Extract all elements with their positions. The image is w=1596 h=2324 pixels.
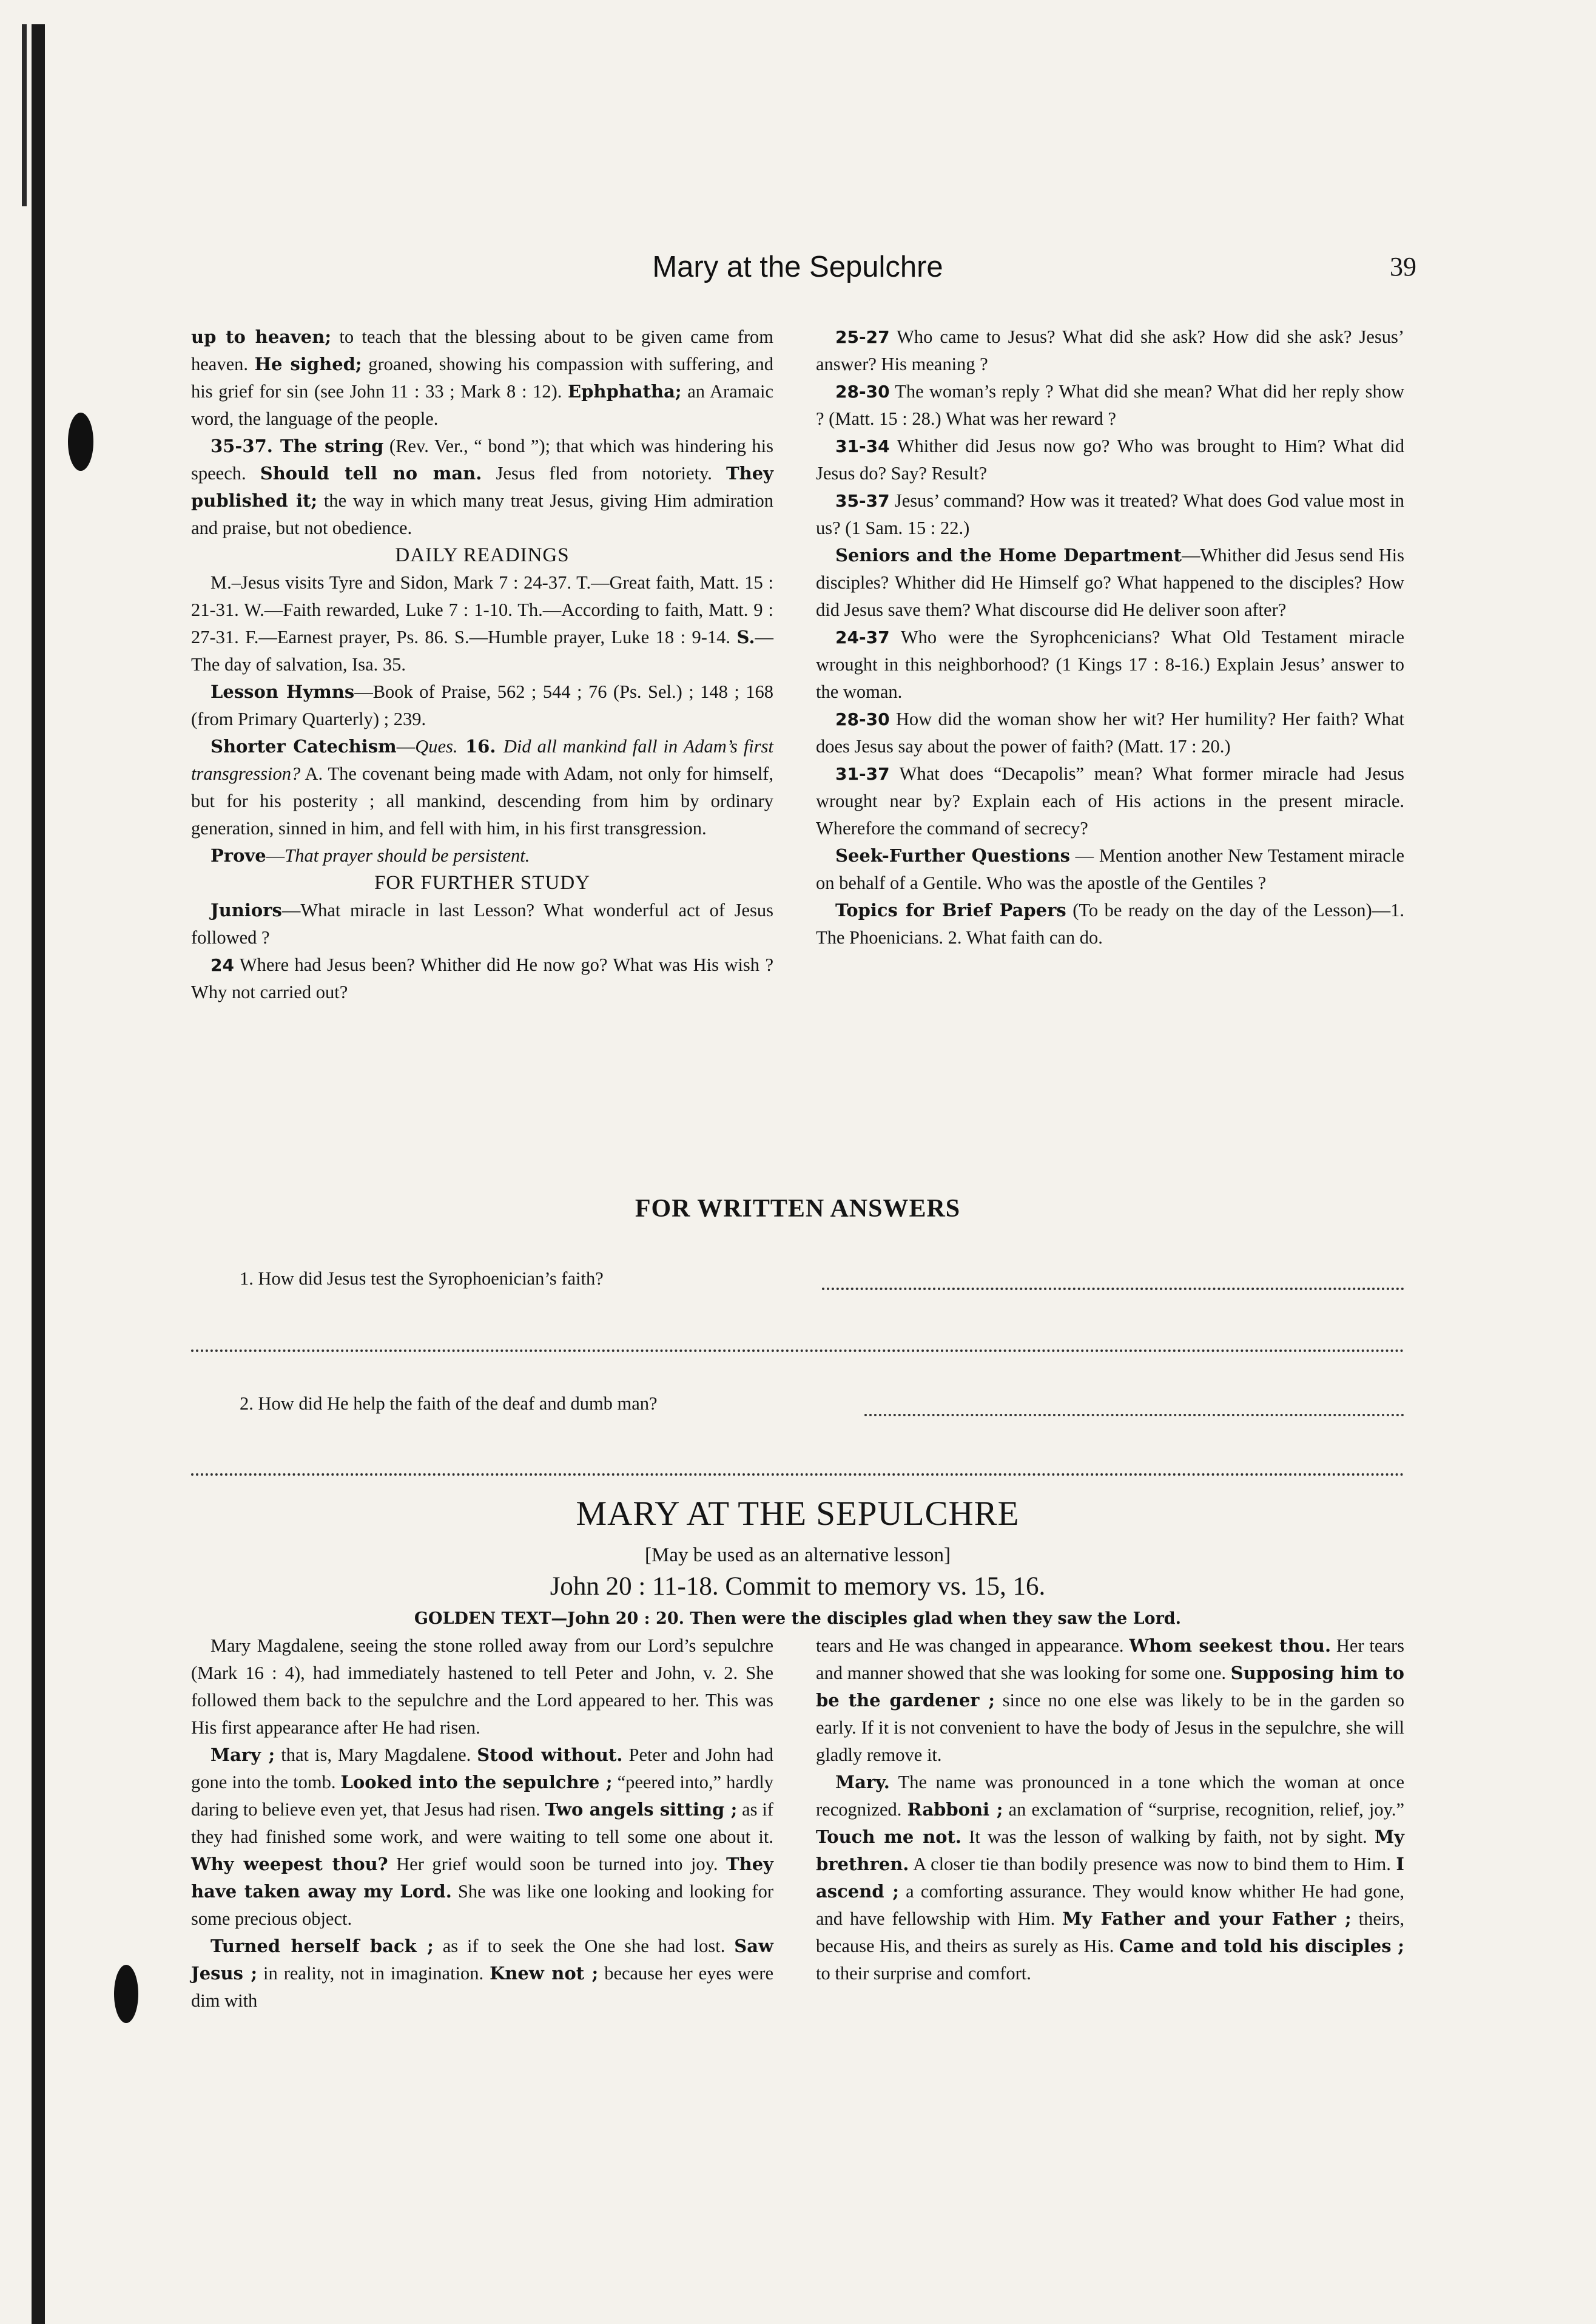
bold-term: Came and told his disciples ; — [1119, 1936, 1404, 1956]
written-question-1: 1. How did Jesus test the Syrophoenician’s faith? — [240, 1268, 604, 1289]
bold-term: Shorter Catechism — [210, 736, 397, 757]
shorter-catechism — [191, 733, 773, 842]
bold-term: S. — [736, 627, 755, 647]
paragraph — [191, 1632, 773, 1741]
bold-term: He sighed; — [254, 354, 362, 374]
text-run: since no one else was likely to be in the garden so early. If it is not convenient to have the body of Jesus in the sepulchre, she will gladly remove it. — [816, 1690, 1404, 1765]
golden-text: GOLDEN TEXT—John 20 : 20. Then were the disciples glad when they saw the Lord. — [414, 1609, 1182, 1628]
answer-line[interactable] — [191, 1349, 1404, 1352]
text-run: that is, Mary Magdalene. — [275, 1745, 477, 1765]
bold-term: Mary ; — [210, 1745, 275, 1765]
text-run: What does “Decapolis” mean? What former miracle had Jesus wrought near by? Explain each of His actions in the present miracle. Wherefore the command of secrecy? — [816, 763, 1404, 839]
bold-term: I ascend ; — [816, 1854, 1404, 1902]
text-run: —The day of salvation, Isa. 35. — [191, 627, 773, 675]
bottom-left-column — [191, 1632, 773, 2015]
text-run: to teach that the blessing about to be given came from heaven. — [191, 326, 774, 374]
daily-readings-heading: DAILY READINGS — [395, 544, 570, 566]
text-run: an exclamation of “surprise, recognition, relief, joy.” — [1003, 1799, 1405, 1820]
seniors-questions — [816, 542, 1404, 624]
question-paragraph — [816, 487, 1404, 542]
italic-text: Did all mankind fall in Adam’s first transgression? — [191, 736, 773, 784]
bold-term: up to heaven; — [191, 326, 332, 347]
text-run: (To be ready on the day of the Lesson)—1. The Phoenicians. 2. What faith can do. — [816, 900, 1404, 948]
bold-term: Should tell no man. — [260, 463, 482, 484]
verse-numbers: 28-30 — [835, 709, 890, 729]
bold-term: Two angels sitting ; — [545, 1799, 738, 1820]
paragraph — [191, 323, 773, 433]
text-run: —What miracle in last Lesson? What wonderful act of Jesus followed ? — [191, 900, 773, 948]
text-run: It was the lesson of walking by faith, not by sight. — [961, 1826, 1375, 1847]
text-run: A closer tie than bodily presence was now to bind them to Him. — [909, 1854, 1396, 1874]
verse-numbers: 24-37 — [835, 627, 890, 647]
punch-hole — [68, 413, 93, 471]
further-study-heading: FOR FURTHER STUDY — [374, 872, 591, 894]
bold-term: Prove — [210, 845, 266, 866]
text-run: Who came to Jesus? What did she ask? How did she ask? Jesus’ answer? His meaning ? — [816, 326, 1404, 374]
daily-readings — [191, 569, 773, 678]
bold-term: My Father and your Father ; — [1062, 1908, 1352, 1929]
bold-term: Rabboni ; — [907, 1799, 1003, 1820]
text-run: an Aramaic word, the language of the people. — [191, 381, 773, 429]
text-run: Who were the Syrophcenicians? What Old Testament miracle wrought in this neighborhood? (1 Kings 17 : 8-16.) Explain Jesus’ answer to the woman. — [816, 627, 1404, 702]
bold-term: Supposing him to be the gardener ; — [816, 1663, 1404, 1711]
page-number: 39 — [1390, 252, 1416, 282]
bold-term: Looked into the sepulchre ; — [340, 1772, 613, 1792]
text-run: Mary Magdalene, seeing the stone rolled away from our Lord’s sepulchre (Mark 16 : 4), had immediately hastened to tell Peter and John, v. 2. She followed them back to the sepulchre and the Lord appeared to her. This was His first appearance after He had risen. — [191, 1635, 773, 1738]
bold-term: They published it; — [191, 463, 773, 511]
text-run: “peered into,” hardly daring to believe even yet, that Jesus had risen. — [191, 1772, 773, 1820]
text-run: the way in which many treat Jesus, giving Him admiration and praise, but not obedience. — [191, 490, 773, 538]
text-run: groaned, showing his compassion with suffering, and his grief for sin (see John 11 : 33 ; Mark 8 : 12). — [191, 354, 773, 402]
text-run: — Mention another New Testament miracle on behalf of a Gentile. Who was the apostle of the Gentiles ? — [816, 845, 1404, 893]
question-paragraph — [816, 706, 1404, 760]
bold-term: Lesson Hymns — [210, 681, 355, 702]
answer-line[interactable] — [864, 1414, 1404, 1416]
question-paragraph — [816, 624, 1404, 706]
scripture-reference: John 20 : 11-18. Commit to memory vs. 15, 16. — [550, 1572, 1046, 1601]
text-run: How did the woman show her wit? Her humility? Her faith? What does Jesus say about the power of faith? (Matt. 17 : 20.) — [816, 709, 1404, 757]
bold-term: Why weepest thou? — [191, 1854, 388, 1874]
written-answers-heading: FOR WRITTEN ANSWERS — [635, 1195, 961, 1223]
bold-term: 35-37. The string — [210, 436, 384, 456]
italic-text: That prayer should be persistent. — [285, 845, 530, 866]
bold-term: 16. — [457, 736, 503, 757]
text-run: (Rev. Ver., “ bond ”); that which was hindering his speech. — [191, 436, 773, 484]
verse-numbers: 31-34 — [835, 436, 890, 456]
bold-term: Saw Jesus ; — [191, 1936, 773, 1984]
text-run: Jesus’ command? How was it treated? What does God value most in us? (1 Sam. 15 : 22.) — [816, 490, 1404, 538]
text-run: Whither did Jesus now go? Who was brought to Him? What did Jesus do? Say? Result? — [816, 436, 1404, 484]
text-run: Her grief would soon be turned into joy. — [388, 1854, 727, 1874]
lesson-hymns — [191, 678, 773, 733]
written-question-2: 2. How did He help the faith of the deaf and dumb man? — [240, 1393, 658, 1414]
text-run: Where had Jesus been? Whither did He now go? What was His wish ? Why not carried out? — [191, 954, 773, 1002]
page-binding-edge — [32, 24, 45, 2324]
text-run: —Book of Praise, 562 ; 544 ; 76 (Ps. Sel.) ; 148 ; 168 (from Primary Quarterly) ; 239. — [191, 681, 773, 729]
text-run: A. The covenant being made with Adam, not only for himself, but for his posterity ; all mankind, descending from him by ordinary generation, sinned in him, and fell with him, in his first transgression. — [191, 763, 773, 839]
text-run: She was like one looking and looking for some precious object. — [191, 1881, 773, 1929]
verse-numbers: 35-37 — [835, 491, 890, 511]
answer-line[interactable] — [822, 1288, 1404, 1290]
bold-term: Ephphatha; — [568, 381, 682, 402]
answer-line[interactable] — [191, 1473, 1404, 1476]
text-run: theirs, because His, and theirs as surely as His. — [816, 1908, 1404, 1956]
bold-term: Juniors — [210, 900, 282, 920]
verse-numbers: 25-27 — [835, 327, 890, 347]
section-title: MARY AT THE SEPULCHRE — [576, 1495, 1020, 1533]
text-run: Jesus fled from notoriety. — [482, 463, 727, 484]
juniors-questions — [191, 897, 773, 951]
text-run: as if to seek the One she had lost. — [433, 1936, 735, 1956]
paragraph — [816, 1632, 1404, 1769]
bold-term: Seniors and the Home Department — [835, 545, 1182, 566]
text-run: as if they had finished some work, and were waiting to tell some one about it. — [191, 1799, 773, 1847]
prove-line — [191, 842, 773, 870]
text-run: The woman’s reply ? What did she mean? What did her reply show ? (Matt. 15 : 28.) What was her reward ? — [816, 381, 1404, 429]
bottom-right-column — [816, 1632, 1404, 1987]
paragraph — [191, 1933, 773, 2015]
running-header-title: Mary at the Sepulchre — [652, 251, 943, 283]
punch-hole — [114, 1965, 138, 2023]
bold-term: Stood without. — [477, 1745, 623, 1765]
bold-term: They have taken away my Lord. — [191, 1854, 773, 1902]
question-paragraph — [816, 323, 1404, 378]
bold-term: Mary. — [835, 1772, 890, 1792]
paragraph — [191, 1741, 773, 1933]
bold-term: Seek-Further Questions — [835, 845, 1070, 866]
text-run: to their surprise and comfort. — [816, 1963, 1031, 1984]
text-run: The name was pronounced in a tone which the woman at once recognized. — [816, 1772, 1404, 1820]
paragraph — [816, 1769, 1404, 1987]
text-run: because her eyes were dim with — [191, 1963, 773, 2011]
section-note: [May be used as an alternative lesson] — [645, 1544, 951, 1566]
bold-term: Knew not ; — [490, 1963, 599, 1984]
text-run: — — [396, 736, 416, 757]
page-binding-edge — [22, 24, 27, 206]
question-paragraph — [816, 760, 1404, 842]
verse-numbers: 31-37 — [835, 764, 890, 784]
text-run: — — [266, 845, 285, 866]
book-page — [191, 0, 1416, 2323]
bold-term: Touch me not. — [816, 1826, 961, 1847]
bold-term: Turned herself back ; — [210, 1936, 434, 1956]
verse-numbers: 28-30 — [835, 382, 890, 402]
verse-numbers: 24 — [210, 955, 234, 975]
text-run: Her tears and manner showed that she was looking for some one. — [816, 1635, 1405, 1683]
italic-text: Ques. — [415, 736, 458, 757]
text-run: a comforting assurance. They would know whither He had gone, and have fellowship with Him. — [816, 1881, 1404, 1929]
left-column — [191, 323, 773, 1006]
bold-term: Whom seekest thou. — [1129, 1635, 1332, 1656]
text-run: tears and He was changed in appearance. — [816, 1635, 1130, 1656]
question-paragraph — [816, 433, 1404, 487]
paragraph — [191, 433, 773, 542]
right-column — [816, 323, 1404, 951]
bold-term: Topics for Brief Papers — [835, 900, 1066, 920]
seek-further-questions — [816, 842, 1404, 897]
text-run: in reality, not in imagination. — [257, 1963, 490, 1984]
topics-brief-papers — [816, 897, 1404, 951]
bold-term: My brethren. — [816, 1826, 1404, 1874]
text-run: —Whither did Jesus send His disciples? Whither did He Himself go? What happened to the disciples? How did Jesus save them? What discourse did He deliver soon after? — [816, 545, 1405, 620]
question-paragraph — [191, 951, 773, 1006]
text-run: M.–Jesus visits Tyre and Sidon, Mark 7 : 24-37. T.—Great faith, Matt. 15 : 21-31. W.—Faith rewarded, Luke 7 : 1-10. Th.—According to faith, Matt. 9 : 27-31. F.—Earnest prayer, Ps. 86. S.—Humble prayer, Luke 18 : 9-14. — [191, 572, 773, 647]
question-paragraph — [816, 378, 1404, 433]
text-run: Peter and John had gone into the tomb. — [191, 1745, 773, 1792]
